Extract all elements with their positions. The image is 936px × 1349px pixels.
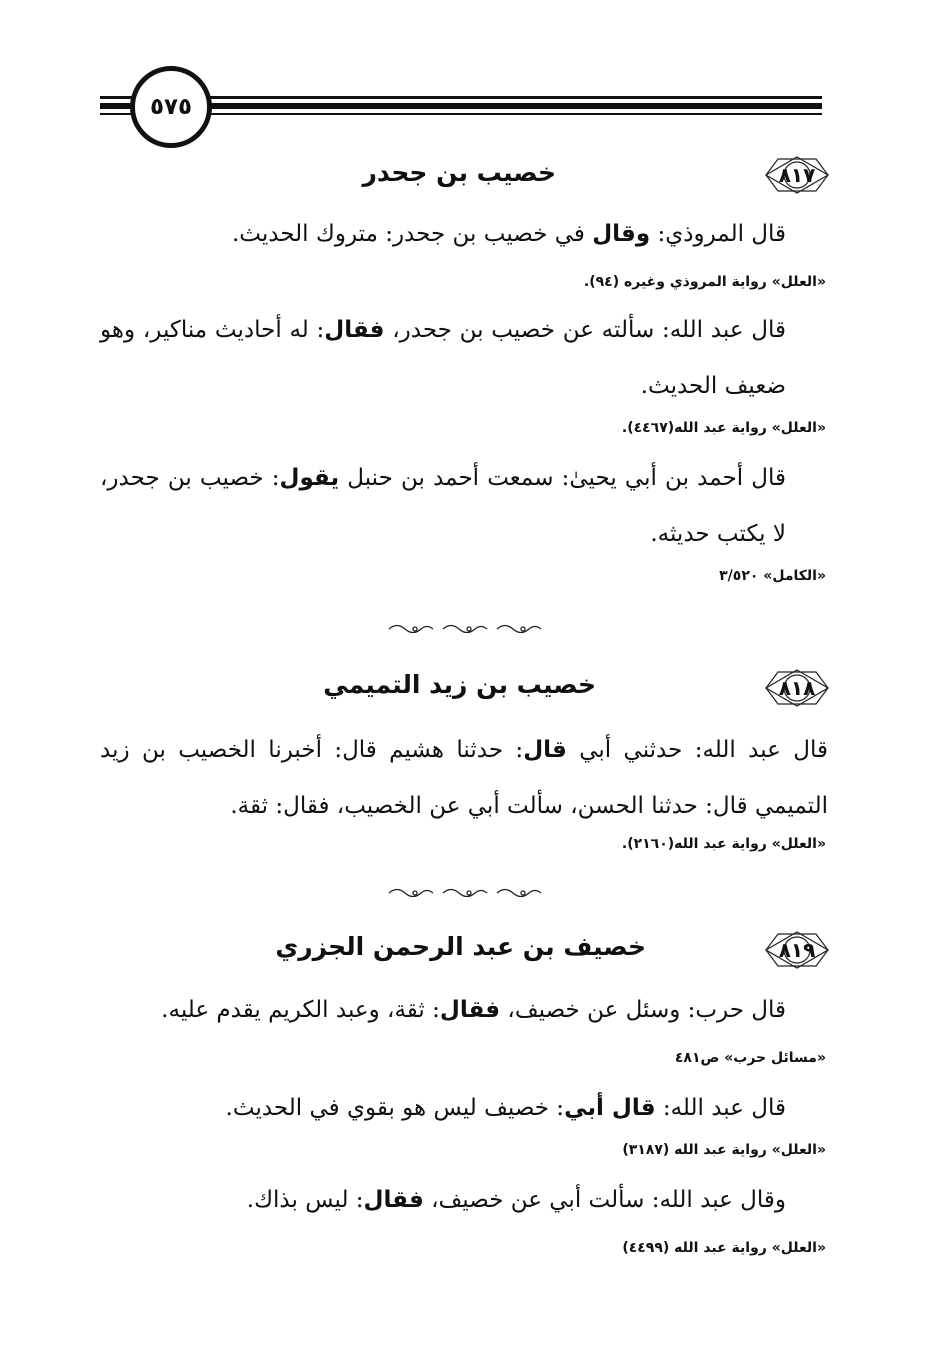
quote-part: قال أحمد بن أبي يحيىٰ: سمعت أحمد بن حنبل xyxy=(339,465,787,491)
quote-part: قال المروذي: xyxy=(650,221,786,247)
quote-text xyxy=(100,982,786,1038)
page-number: ٥٧٥ xyxy=(130,66,212,148)
quote-part: : ليس بذاك. xyxy=(246,1187,364,1213)
quote-part: : حدثنا هشيم قال: أخبرنا الخصيب بن زيد التميمي قال: حدثنا الحسن، سألت أبي عن الخصيب، فقال: ثقة. xyxy=(100,737,828,819)
source-citation: «العلل» رواية عبد الله(٢١٦٠). xyxy=(621,836,826,852)
entry-title: خصيف بن عبد الرحمن الجزري xyxy=(275,932,646,961)
quote-keyword: فقال xyxy=(363,1187,424,1213)
source-citation: «مسائل حرب» ص٤٨١ xyxy=(674,1050,826,1066)
quote-part: قال عبد الله: xyxy=(655,1095,786,1121)
quote-part: قال حرب: وسئل عن خصيف، xyxy=(500,997,786,1023)
quote-text xyxy=(100,1172,786,1228)
entry-number: ٨١٧ xyxy=(778,163,816,187)
quote-keyword: فقال xyxy=(439,997,501,1023)
quote-part: : خصيب بن جحدر، لا يكتب حديثه. xyxy=(100,465,786,547)
entry-number-badge xyxy=(764,155,830,195)
entry-number: ٨١٨ xyxy=(778,676,816,700)
entry-number-badge xyxy=(764,930,830,970)
source-citation: «العلل» رواية عبد الله (٤٤٩٩) xyxy=(622,1240,826,1256)
quote-part: قال عبد الله: حدثني أبي xyxy=(566,737,828,763)
source-citation: «العلل» رواية المروذي وغيره (٩٤). xyxy=(583,274,826,290)
quote-part: وقال عبد الله: سألت أبي عن خصيف، xyxy=(423,1187,786,1213)
quote-part: : ثقة، وعبد الكريم يقدم عليه. xyxy=(161,997,440,1023)
quote-part: : له أحاديث مناكير، وهو ضعيف الحديث. xyxy=(100,317,786,399)
quote-text xyxy=(100,450,786,562)
quote-keyword: يقول xyxy=(279,465,340,491)
entry-title: خصيب بن جحدر xyxy=(362,158,556,187)
source-citation: «العلل» رواية عبد الله (٣١٨٧) xyxy=(622,1142,826,1158)
source-citation: «الكامل» ٣/٥٢٠ xyxy=(719,568,826,584)
quote-part: : خصيف ليس هو بقوي في الحديث. xyxy=(225,1095,565,1121)
entry-number-badge xyxy=(764,668,830,708)
quote-text xyxy=(100,206,786,262)
quote-text xyxy=(100,302,786,414)
quote-keyword: قال xyxy=(523,737,567,763)
quote-keyword: وقال xyxy=(592,221,651,247)
quote-part: قال عبد الله: سألته عن خصيب بن جحدر، xyxy=(384,317,786,343)
entry-title: خصيب بن زيد التميمي xyxy=(323,670,596,699)
section-divider-ornament-icon xyxy=(385,622,547,636)
quote-text xyxy=(100,1080,786,1136)
quote-keyword: فقال xyxy=(324,317,385,343)
quote-text xyxy=(100,722,828,834)
source-citation: «العلل» رواية عبد الله(٤٤٦٧). xyxy=(621,420,826,436)
quote-part: في خصيب بن جحدر: متروك الحديث. xyxy=(231,221,593,247)
quote-keyword: قال أبي xyxy=(564,1095,656,1121)
section-divider-ornament-icon xyxy=(385,886,547,900)
entry-number: ٨١٩ xyxy=(778,938,816,962)
